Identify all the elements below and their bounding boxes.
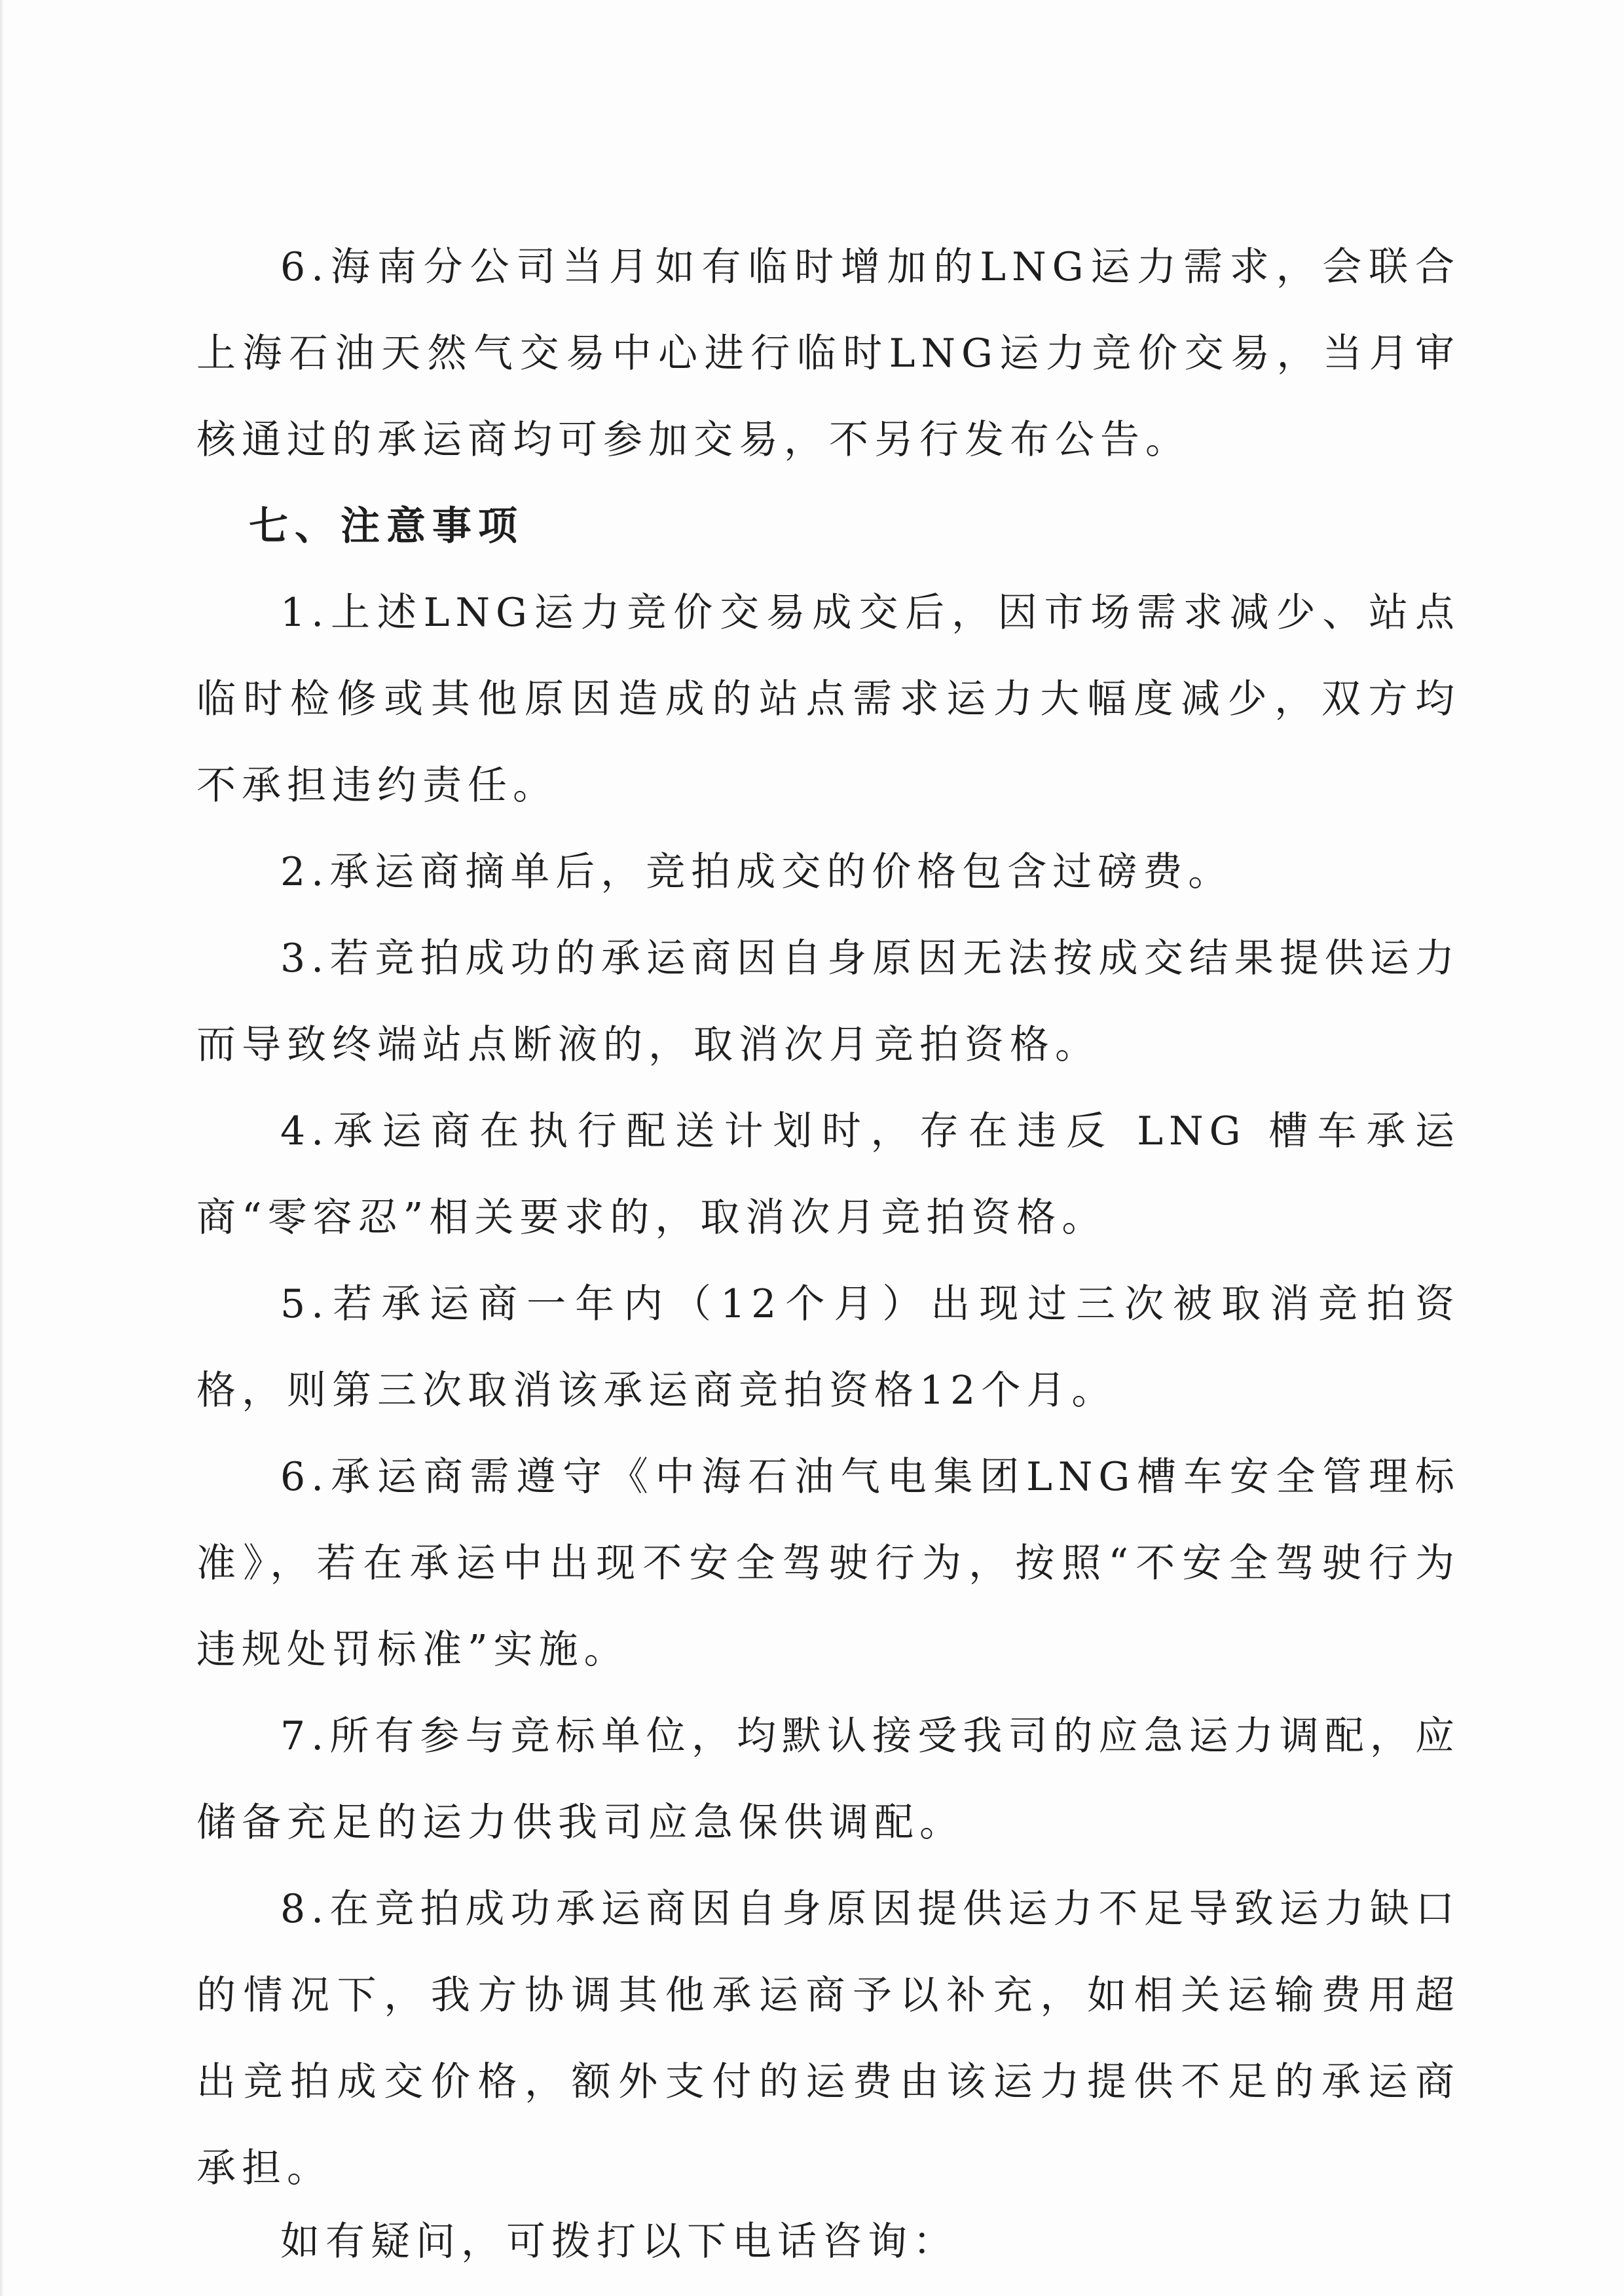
document-body <box>196 224 1460 2212</box>
note-item-7: 7.所有参与竞标单位，均默认接受我司的应急运力调配，应储备充足的运力供我司应急保供调配。 <box>196 1713 1460 1846</box>
note-item-6: 6.承运商需遵守《中海石油气电集团LNG槽车安全管理标准》，若在承运中出现不安全驾驶行为，按照“不安全驾驶行为违规处罚标准”实施。 <box>196 1454 1460 1673</box>
paragraph-temporary-bidding: 6.海南分公司当月如有临时增加的LNG运力需求，会联合上海石油天然气交易中心进行临时LNG运力竞价交易，当月审核通过的承运商均可参加交易，不另行发布公告。 <box>196 244 1460 463</box>
note-item-8: 8.在竞拍成功承运商因自身原因提供运力不足导致运力缺口的情况下，我方协调其他承运商予以补充，如相关运输费用超出竞拍成交价格，额外支付的运费由该运力提供不足的承运商承担。 <box>196 1886 1460 2191</box>
scan-edge-shadow <box>0 0 4 2296</box>
note-item-2: 2.承运商摘单后，竞拍成交的价格包含过磅费。 <box>280 849 1234 895</box>
note-item-5: 5.若承运商一年内（12个月）出现过三次被取消竞拍资格，则第三次取消该承运商竞拍资格12个月。 <box>196 1281 1460 1413</box>
contact-line: 如有疑问，可拨打以下电话咨询： <box>280 2219 958 2265</box>
note-item-3: 3.若竞拍成功的承运商因自身原因无法按成交结果提供运力而导致终端站点断液的，取消次月竞拍资格。 <box>196 936 1460 1068</box>
note-item-4: 4.承运商在执行配送计划时，存在违反 LNG 槽车承运商“零容忍”相关要求的，取消次月竞拍资格。 <box>196 1108 1460 1241</box>
section-heading-notes: 七、注意事项 <box>249 503 524 549</box>
note-item-1: 1.上述LNG运力竞价交易成交后，因市场需求减少、站点临时检修或其他原因造成的站点需求运力大幅度减少，双方均不承担违约责任。 <box>196 590 1460 809</box>
